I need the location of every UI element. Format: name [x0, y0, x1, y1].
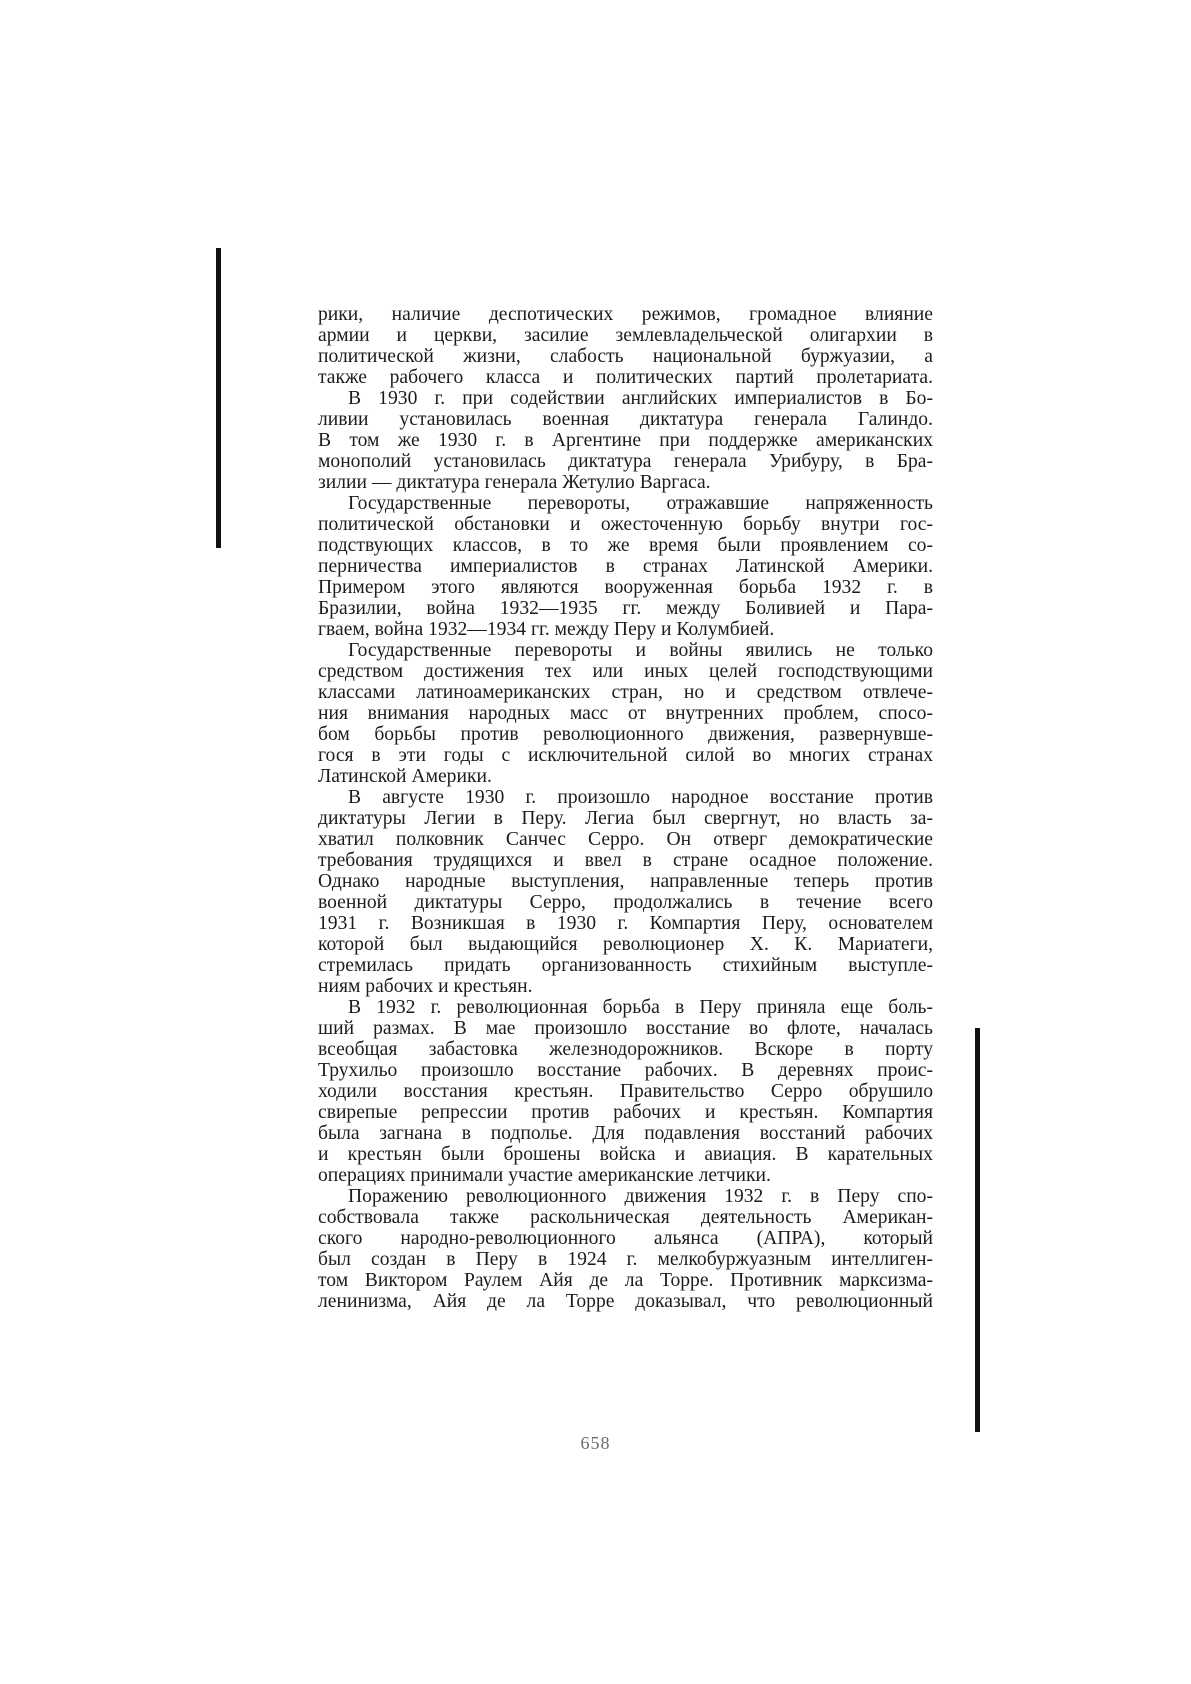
text-line: монополий установилась диктатура генерала Урибуру, в Бра-	[318, 451, 933, 472]
text-line: гваем, война 1932—1934 гг. между Перу и Колумбией.	[318, 619, 775, 640]
text-line: всеобщая забастовка железнодорожников. Вскоре в порту	[318, 1039, 933, 1060]
text-line: Государственные перевороты и войны явились не только	[348, 640, 933, 661]
page-number: 658	[580, 1433, 611, 1453]
text-line: ший размах. В мае произошло восстание во флоте, началась	[318, 1018, 933, 1039]
text-line: средством достижения тех или иных целей господствующими	[318, 661, 933, 682]
paragraph-1	[318, 304, 933, 388]
text-line: подствующих классов, в то же время были проявлением со-	[318, 535, 933, 556]
paragraph-5	[318, 787, 933, 997]
text-line: бом борьбы против революционного движения, развернувше-	[318, 724, 933, 745]
text-line: Латинской Америки.	[318, 766, 492, 787]
text-line: Однако народные выступления, направленные теперь против	[318, 871, 933, 892]
text-line: том Виктором Раулем Айя де ла Торре. Противник марксизма-	[318, 1270, 933, 1291]
text-line: Государственные перевороты, отражавшие напряженность	[348, 493, 933, 514]
text-line: В том же 1930 г. в Аргентине при поддержке американских	[318, 430, 933, 451]
text-line: В 1930 г. при содействии английских империалистов в Бо-	[348, 388, 933, 409]
text-line: Примером этого являются вооруженная борьба 1932 г. в	[318, 577, 933, 598]
text-line: ленинизма, Айя де ла Торре доказывал, что революционный	[318, 1291, 933, 1312]
text-line: рики, наличие деспотических режимов, громадное влияние	[318, 304, 933, 325]
text-line: Трухильо произошло восстание рабочих. В деревнях проис-	[318, 1060, 933, 1081]
text-line: которой был выдающийся революционер Х. К. Мариатеги,	[318, 934, 933, 955]
text-line: ходили восстания крестьян. Правительство Серро обрушило	[318, 1081, 933, 1102]
text-line: стремилась придать организованность стихийным выступле-	[318, 955, 933, 976]
scan-margin-bar-left	[216, 248, 221, 548]
paragraph-2	[318, 388, 933, 493]
text-line: диктатуры Легии в Перу. Легиа был свергнут, но власть за-	[318, 808, 933, 829]
text-line: зилии — диктатура генерала Жетулио Варгаса.	[318, 472, 711, 493]
text-line: 1931 г. Возникшая в 1930 г. Компартия Перу, основателем	[318, 913, 933, 934]
text-line: военной диктатуры Серро, продолжались в течение всего	[318, 892, 933, 913]
paragraph-6	[318, 997, 933, 1186]
text-line: политической жизни, слабость национальной буржуазии, а	[318, 346, 933, 367]
page-body-text	[318, 304, 933, 1312]
scan-margin-bar-right	[975, 1028, 980, 1432]
text-line: ского народно-революционного альянса (АПРА), который	[318, 1228, 933, 1249]
text-line: Поражению революционного движения 1932 г. в Перу спо-	[348, 1186, 933, 1207]
paragraph-7	[318, 1186, 933, 1312]
text-line: свирепые репрессии против рабочих и крестьян. Компартия	[318, 1102, 933, 1123]
text-line: также рабочего класса и политических партий пролетариата.	[318, 367, 933, 388]
text-line: ния внимания народных масс от внутренних проблем, спосо-	[318, 703, 933, 724]
text-line: операциях принимали участие американские летчики.	[318, 1165, 771, 1186]
text-line: была загнана в подполье. Для подавления восстаний рабочих	[318, 1123, 933, 1144]
text-line: классами латиноамериканских стран, но и средством отвлече-	[318, 682, 933, 703]
text-line: Бразилии, война 1932—1935 гг. между Боливией и Пара-	[318, 598, 933, 619]
text-line: ливии установилась военная диктатура генерала Галиндо.	[318, 409, 933, 430]
text-line: перничества империалистов в странах Латинской Америки.	[318, 556, 933, 577]
text-line: был создан в Перу в 1924 г. мелкобуржуазным интеллиген-	[318, 1249, 933, 1270]
paragraph-4	[318, 640, 933, 787]
text-line: армии и церкви, засилие землевладельческой олигархии в	[318, 325, 933, 346]
text-line: хватил полковник Санчес Серро. Он отверг демократические	[318, 829, 933, 850]
text-line: В августе 1930 г. произошло народное восстание против	[348, 787, 933, 808]
text-line: В 1932 г. революционная борьба в Перу приняла еще боль-	[348, 997, 933, 1018]
text-line: и крестьян были брошены войска и авиация. В карательных	[318, 1144, 933, 1165]
text-line: собствовала также раскольническая деятельность Американ-	[318, 1207, 933, 1228]
text-line: ниям рабочих и крестьян.	[318, 976, 533, 997]
text-line: требования трудящихся и ввел в стране осадное положение.	[318, 850, 933, 871]
text-line: гося в эти годы с исключительной силой во многих странах	[318, 745, 933, 766]
paragraph-3	[318, 493, 933, 640]
text-line: политической обстановки и ожесточенную борьбу внутри гос-	[318, 514, 933, 535]
